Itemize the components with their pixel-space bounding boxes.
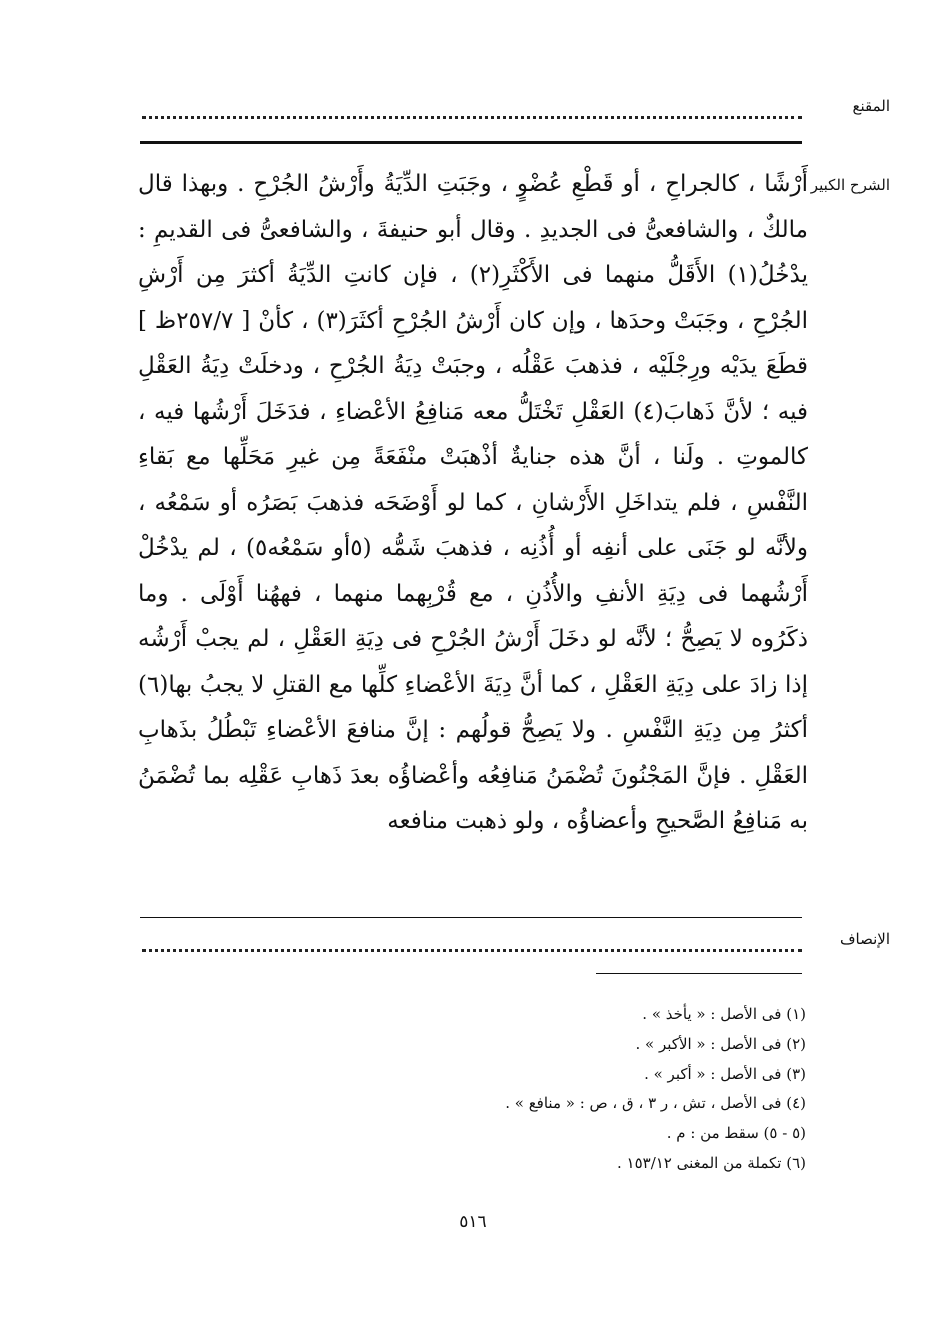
insaf-label: الإنصاف [839,930,890,948]
footnote-item: (٦) تكملة من المغنى ١٥٣/١٢ . [616,1153,806,1172]
footnote-separator [596,973,802,974]
main-paragraph: أَرْشًا ، كالجراحِ ، أو قَطْعِ عُضْوٍ ، وجَبَتِ الدِّيَةُ وأَرْشُ الجُرْحِ . وبهذا قال مالكٌ ، والشافعىُّ فى الجديدِ . وقال أبو حنيفةَ ، والشافعىُّ فى القديمِ : يدْخُلُ(١) الأَقَلُّ منهما فى الأَكْثَرِ(٢) ، فإن كانتِ الدِّيَةُ أكثرَ مِن أَرْشِ الجُرْحِ ، وجَبَتْ وحدَها ، وإن كان أَرْشُ الجُرْحِ أكثَرَ(٣) ، كأنْ [ ٢٥٧/٧ظ ] قطَعَ يدَيْه ورِجْلَيْه ، فذهبَ عَقْلُه ، وجبَتْ دِيَةُ الجُرْحِ ، ودخلَتْ دِيَةُ العَقْلِ فيه ؛ لأنَّ ذَهابَ(٤) العَقْلِ تَخْتَلُّ معه مَنافِعُ الأعْضاءِ ، فدَخَلَ أَرْشُها فيه ، كالموتِ . ولَنا ، أنَّ هذه جنايةٌ أذْهبَتْ منْفَعَةً مِن غيرِ مَحَلِّها مع بَقاءِ النَّفْسِ ، فلم يتداخَلِ الأَرْشانِ ، كما لو أَوْضَحَه فذهبَ بَصَرُه أو سَمْعُه ، ولأنَّه لو جَنَى على أنفِه أو أُذُنِه ، فذهبَ شَمُّه (٥أو سَمْعُه٥) ، لم يدْخُلْ أَرْشُهما فى دِيَةِ الأنفِ والأُذُنِ ، مع قُرْبِهما منهما ، فههُنا أَوْلَى . وما ذكَرُوه لا يَصِحُّ ؛ لأنَّه لو دخَلَ أَرْشُ الجُرْحِ فى دِيَةِ العَقْلِ ، لم يجبْ أَرْشُه إذا زادَ على دِيَةِ العَقْلِ ، كما أنَّ دِيَةَ الأعْضاءِ كلِّها مع القتلِ لا يجبُ بها(٦) أكثرُ مِن دِيَةِ النَّفْسِ . ولا يَصِحُّ قولُهم : إنَّ منافعَ الأعْضاءِ تَبْطُلُ بذَهابِ العَقْلِ . فإنَّ المَجْنُونَ تُضْمَنُ مَنافِعُه وأعْضاؤُه بعدَ ذَهابِ عَقْلِه بما تُضْمَنُ به مَنافِعُ الصَّحيحِ وأعضاؤُه ، ولو ذهبت منافعه [138,171,808,834]
footnote-item: (١) فى الأصل : « يأخذ » . [642,1005,806,1023]
footnote-item: (٣) فى الأصل : « أكبر » . [644,1064,806,1083]
insaf-dotted-line [142,949,802,952]
header-dotted-line [142,116,802,119]
header-rule [140,141,802,144]
main-section-label: الشرح الكبير [810,176,890,194]
page-number: ٥١٦ [459,1212,487,1232]
main-bottom-rule [140,917,802,918]
header-label: المقنع [852,97,890,115]
footnotes [286,1000,806,1179]
footnote-item: (٢) فى الأصل : « الأكبر » . [635,1034,806,1053]
footnote-item: (٥ - ٥) سقط من : م . [666,1124,806,1143]
footnote-item: (٤) فى الأصل ، تش ، ر ٣ ، ق ، ص : « منافع » . [505,1094,806,1113]
main-text [138,162,808,845]
